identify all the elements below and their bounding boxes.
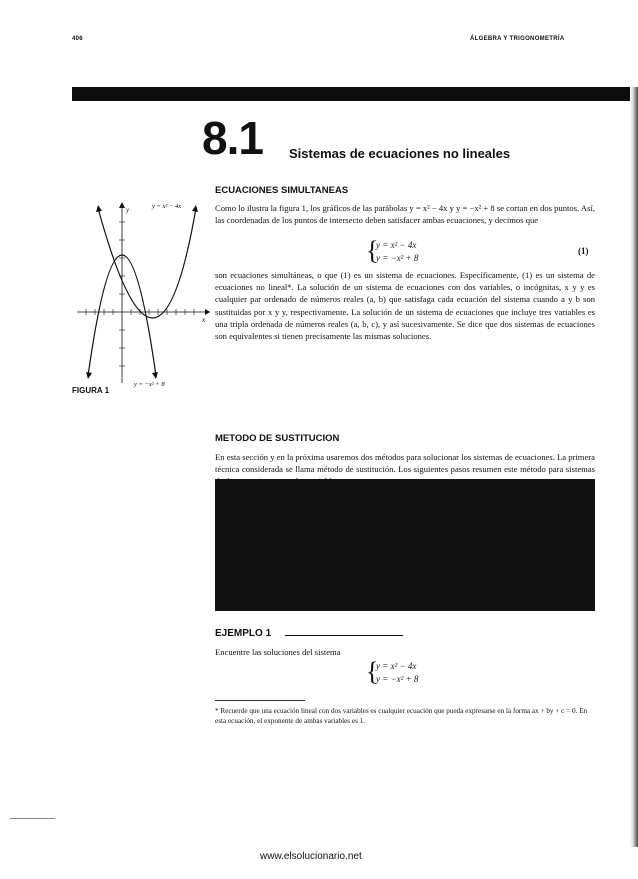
system-1-eq2: y = −x² + 8 [376,253,419,263]
paragraph-definitions: son ecuaciones simultáneas, o que (1) es un sistema de ecuaciones. Específicamente, (1) es un sistema de ecuaciones no lineal*. La solución de un sistema de ecuaciones con dos variables, o incógnitas, x y y es cualquier par ordenado de números reales (a, b) que satisfaga cada ecuación del sistema cuando a y b son sustituidas por x y y, respectivamente. La solución de un sistema de ecuaciones que incluye tres variables es una tripla ordenada de números reales (a, b, c), y así sucesivamente. Se dice que dos sistemas de ecuaciones son equivalentes si tienen precisamente las mismas soluciones. [215,270,595,342]
curve-up [98,208,196,318]
section-number: 8.1 [202,112,263,164]
system-1-eq1: y = x² − 4x [376,240,417,250]
footnote: * Recuerde que una ecuación lineal con dos variables es cualquier ecuación que pueda expresarse en la forma ax + by + c = 0. En esta ecuación, el exponente de ambas variables es 1. [215,707,588,725]
page-number: 406 [72,36,83,42]
brace: { [366,236,379,265]
example-label: EJEMPLO 1 [215,628,272,639]
curve-label-up: y = x² − 4x [152,203,182,210]
example-underline [285,635,403,636]
paragraph-intro: Como lo ilustra la figura 1, los gráficos de las parábolas y = x² − 4x y y = −x² + 8 se cortan en dos puntos. Así, las coordenadas de los puntos de intersecto deben satisfacer ambas ecuaciones, y decimos que [215,203,595,226]
dark-box [215,479,595,611]
brace: { [366,657,379,686]
page-edge-shadow [630,87,638,847]
footnote-rule [215,700,305,701]
figure-label: FIGURA 1 [72,386,110,395]
running-title: ÁLGEBRA Y TRIGONOMETRÍA [470,36,565,42]
curve-label-down: y = −x² + 8 [134,381,165,388]
scan-mark [10,818,55,819]
header-bar [72,87,638,101]
paragraph-method: En esta sección y en la próxima usaremos dos métodos para solucionar los sistemas de ecuaciones. La primera técnica considerada se llama método de sustitución. Los siguientes pasos resumen este método para sistemas [215,452,595,475]
y-axis-label: y [126,206,130,214]
x-axis-label: x [202,316,206,324]
example-text: Encuentre las soluciones del sistema [215,647,341,657]
equation-tag: (1) [578,246,589,256]
figure-1-graph [72,198,212,388]
section-title: Sistemas de ecuaciones no lineales [289,146,511,161]
example-eq2: y = −x² + 8 [376,674,419,684]
watermark-url: www.elsolucionario.net [260,851,362,862]
heading-metodo-sustitucion: METODO DE SUSTITUCION [215,433,340,444]
example-eq1: y = x² − 4x [376,661,417,671]
heading-ecuaciones-simultaneas: ECUACIONES SIMULTANEAS [215,185,349,196]
